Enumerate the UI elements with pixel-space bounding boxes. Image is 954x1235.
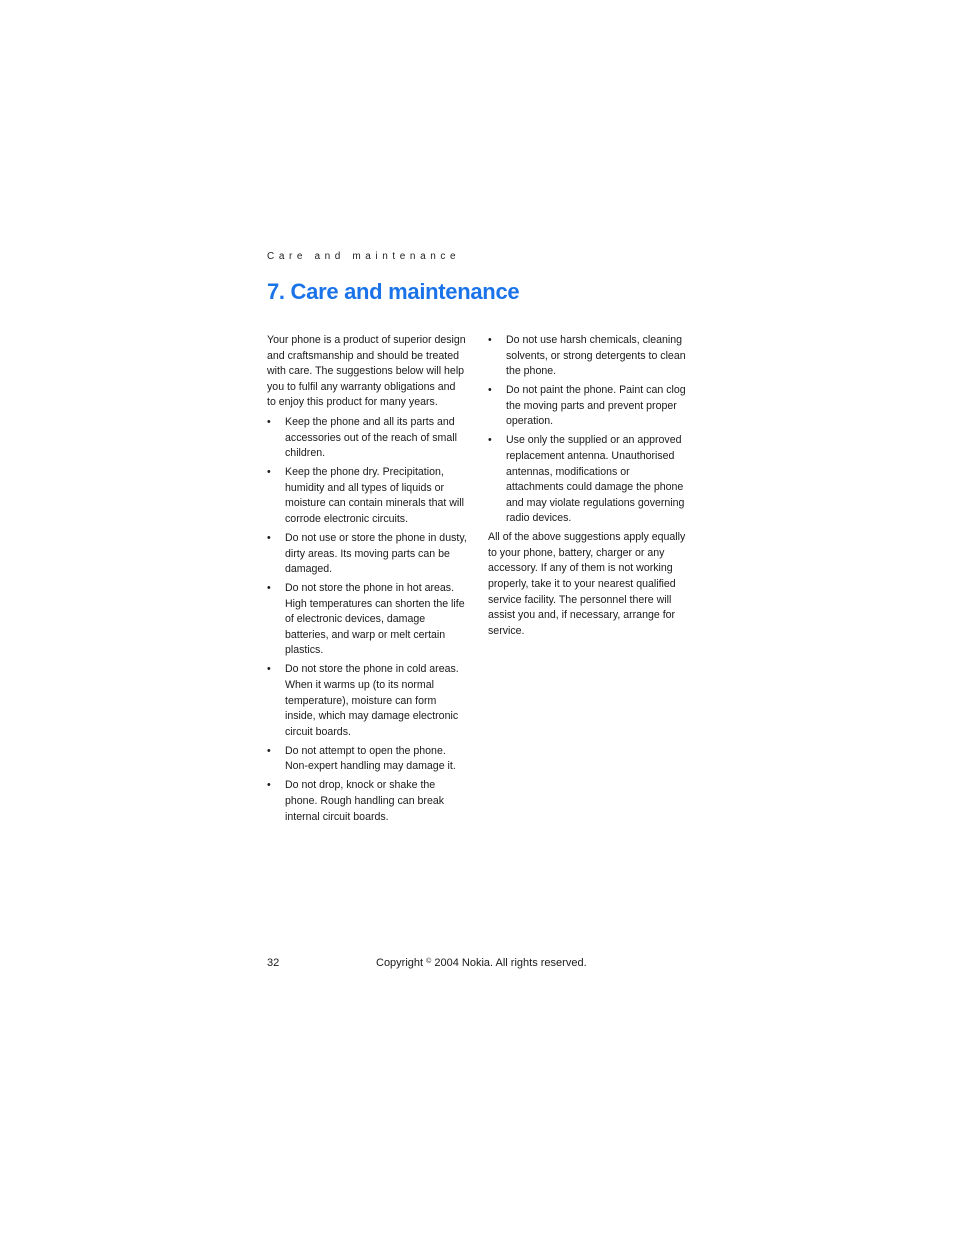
list-item [267,531,467,578]
chapter-title: 7. Care and maintenance [267,279,520,304]
list-item-text: Do not drop, knock or shake the phone. Rough handling can break internal circuit boards. [285,779,445,823]
bullet-icon: • [267,663,271,676]
closing-paragraph: All of the above suggestions apply equally to your phone, battery, charger or any accessory. If any of them is not working properly, take it to your nearest qualified service facility. The personnel there will assist you and, if necessary, arrange for service. [488,531,686,637]
list-item-text: Do not store the phone in cold areas. When it warms up (to its normal temperature), moisture can form inside, which may damage electronic circuit boards. [285,663,459,738]
left-column [267,333,467,829]
bullet-icon: • [267,582,271,595]
list-item-text: Do not attempt to open the phone. Non-expert handling may damage it. [285,744,456,773]
intro-paragraph: Your phone is a product of superior design and craftsmanship and should be treated with care. The suggestions below will help you to fulfil any warranty obligations and to enjoy this product for many years. [267,334,466,409]
list-item-text: Use only the supplied or an approved replacement antenna. Unauthorised antennas, modifications or attachments could damage the phone and may violate regulations governing radio devices. [506,434,685,525]
bullet-icon: • [267,466,271,479]
list-item [267,581,467,659]
page-number: 32 [267,957,280,969]
bullet-icon: • [267,531,271,544]
list-item [267,662,467,740]
bullet-icon: • [267,415,271,428]
list-item [267,465,467,527]
list-item [267,744,467,775]
list-item [488,333,688,380]
copyright-notice [376,957,587,969]
list-item [488,383,688,430]
list-item-text: Keep the phone dry. Precipitation, humidity and all types of liquids or moisture can contain minerals that will corrode electronic circuits. [285,466,464,525]
list-item [267,778,467,825]
left-bullet-list [267,415,467,825]
list-item [267,415,467,462]
copyright-suffix: 2004 Nokia. All rights reserved. [434,957,587,969]
bullet-icon: • [488,384,492,397]
right-bullet-list [488,333,688,527]
bullet-icon: • [488,334,492,346]
copyright-symbol: © [426,958,432,965]
copyright-prefix: Copyright [376,957,424,969]
running-header: Care and maintenance [267,251,461,262]
list-item [488,433,688,527]
right-column [488,333,688,643]
bullet-icon: • [267,744,271,757]
bullet-icon: • [488,434,492,447]
list-item-text: Keep the phone and all its parts and accessories out of the reach of small children. [285,415,457,460]
list-item-text: Do not store the phone in hot areas. High temperatures can shorten the life of electronic devices, damage batteries, and warp or melt certain plastics. [285,582,465,657]
list-item-text: Do not paint the phone. Paint can clog the moving parts and prevent proper operation. [506,384,686,428]
bullet-icon: • [267,779,271,792]
list-item-text: Do not use harsh chemicals, cleaning solvents, or strong detergents to clean the phone. [506,334,686,378]
list-item-text: Do not use or store the phone in dusty, dirty areas. Its moving parts can be damaged. [285,531,467,576]
